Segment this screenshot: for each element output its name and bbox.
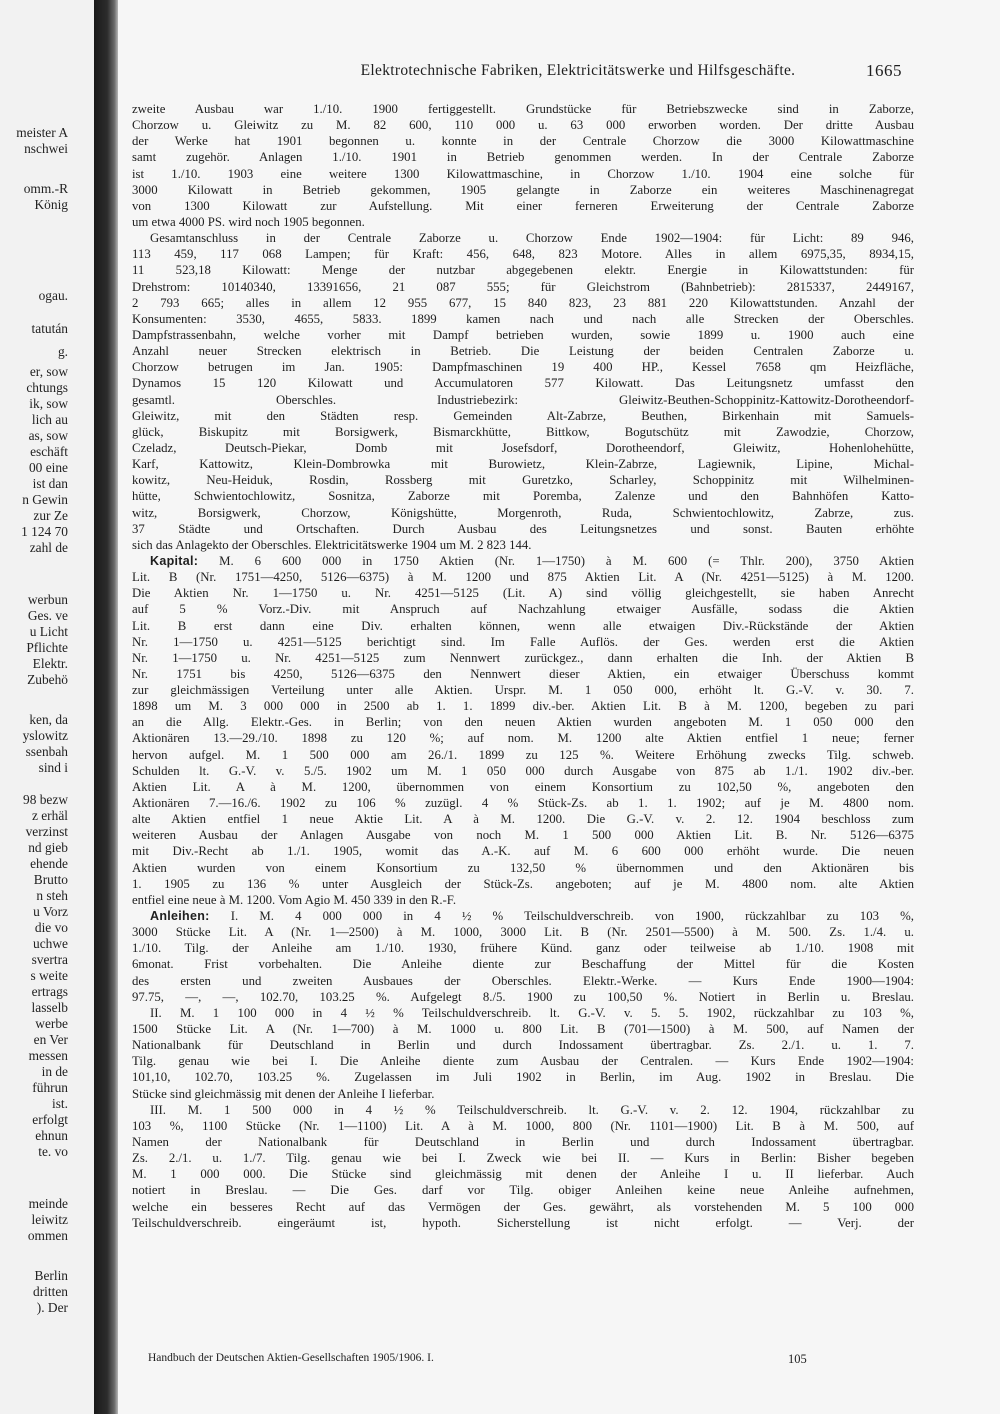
text-line	[132, 279, 914, 295]
previous-page-fragment: sind i	[38, 760, 68, 775]
previous-page-fragment: zahl de	[29, 540, 68, 555]
previous-page-fragment: te. vo	[38, 1144, 68, 1159]
text-line	[132, 601, 914, 617]
text-line	[132, 843, 914, 859]
text-line	[132, 262, 914, 278]
text-line	[132, 488, 914, 504]
running-title: Elektrotechnische Fabriken, Elektricitätswerke und Hilfsgeschäfte.	[360, 62, 796, 79]
text-line-content: Tilg. genau wie bei I. Die Anleihe diente zum Ausbau der Centralen. — Kurs Ende 1902—1904:	[132, 1054, 914, 1069]
text-line	[132, 1037, 914, 1053]
text-line-content: notiert in Breslau. — Die Ges. darf vor Tilg. obiger Anleihen keine neue Anleihe aufnehmen,	[132, 1183, 914, 1198]
previous-page-fragment: u Vorz	[33, 904, 68, 919]
previous-page-fragment: omm.-R	[23, 181, 68, 196]
text-line-content: zur gleichmässigen Verteilung unter alle Aktien. Urspr. M. 1 050 000, erhöht lt. G.-V. v. 30. 7.	[132, 683, 914, 698]
text-line	[132, 1053, 914, 1069]
previous-page-fragment: u Licht	[29, 624, 68, 639]
text-line-content: 1898 um M. 3 000 000 in 2500 ab 1. 1. 1899 div.-ber. Aktien Lit. B à M. 1200, begeben zu pari	[132, 699, 914, 714]
text-line	[132, 166, 914, 182]
text-line	[132, 940, 914, 956]
text-line	[132, 230, 914, 246]
text-line-content: 1500 Stücke Lit. A (Nr. 1—700) à M. 1000 u. 800 Lit. B (701—1500) à M. 500, auf Namen der	[132, 1022, 914, 1037]
previous-page-fragment: eschäft	[30, 444, 68, 459]
previous-page-fragment: meinde	[28, 1196, 68, 1211]
text-line	[132, 860, 914, 876]
body-text	[132, 101, 914, 1231]
text-line	[132, 537, 914, 553]
text-line	[132, 1166, 914, 1182]
previous-page-fragment: yslowitz	[22, 728, 68, 743]
previous-page-fragment: werbun	[27, 592, 68, 607]
text-line-content: Lit. B erst dann eine Div. erhalten können, wenn alle etwaigen Div.-Rückstände der Aktien	[132, 618, 914, 633]
text-line-content: 6monat. Frist vorbehalten. Die Anleihe diente zur Beschaffung der Mittel für die Kosten	[132, 957, 914, 972]
text-line-content: mit Div.-Recht ab 1./1. 1905, womit das A.-K. auf M. 6 600 000 erhöht wurde. Die neuen	[132, 844, 914, 859]
text-line	[132, 908, 914, 924]
text-line-content: 1. 1905 zu 136 % unter Ausgleich der Stück-Zs. angeboten; auf je M. 4800 nom. alte Aktien	[132, 876, 914, 891]
previous-page-fragment: 00 eine	[28, 460, 68, 475]
text-line-content: Chorzow betrugen im Jan. 1905: Dampfmaschinen 19 400 HP., Kessel 7658 qm Heizfläche,	[132, 360, 914, 375]
text-line-content: Karf, Kattowitz, Klein-Dombrowka mit Burowietz, Klein-Zabrze, Lagiewnik, Lipine, Michal-	[132, 457, 914, 472]
text-line	[132, 424, 914, 440]
text-line-content: Lit. B (Nr. 1751—4250, 5126—6375) à M. 1200 und 875 Aktien Lit. A (Nr. 4251—5125) à M. 1200.	[132, 570, 914, 585]
text-line-content: 37 Städte und Ortschaften. Durch Ausbau des Leitungsnetzes und sonst. Bauten erhöhte	[132, 521, 914, 536]
text-line	[132, 973, 914, 989]
text-line	[132, 1134, 914, 1150]
text-line	[132, 101, 914, 117]
book-gutter	[94, 0, 118, 1414]
text-line-content: 103 %, 1100 Stücke (Nr. 1—1100) Lit. A à M. 1000, 800 (Nr. 1101—1900) Lit. B à M. 500, auf	[132, 1118, 914, 1133]
previous-page-fragment: 1 124 70	[21, 524, 68, 539]
previous-page-fragment: ken, da	[29, 712, 68, 727]
text-line-content: Aktien wurden von einem Konsortium zu 132,50 % übernommen und den Aktionären bis	[132, 860, 914, 875]
previous-page-fragment: zur Ze	[33, 508, 68, 523]
text-line	[132, 811, 914, 827]
previous-page-fragment: ommen	[27, 1228, 68, 1243]
text-line-content: der Werke hat 1901 begonnen u. konnte in der Centrale Chorzow die 3000 Kilowattmaschine	[132, 134, 914, 149]
text-line-content: Stücke sind gleichmässig mit denen der Anleihe I lieferbar.	[132, 1086, 435, 1101]
text-line-content: 3000 Kilowatt in Betrieb gekommen, 1905 gelangte in Zaborze ein weiteres Maschinenagregat	[132, 182, 914, 197]
text-line	[132, 666, 914, 682]
text-line	[132, 392, 914, 408]
text-line	[132, 440, 914, 456]
text-line	[132, 1102, 914, 1118]
text-line-content: Nr. 1—1750 u. 4251—5125 berichtigt sind. Im Falle Auflös. der Ges. werden erst die Aktien	[132, 634, 914, 649]
text-line	[132, 149, 914, 165]
previous-page-fragment: ogau.	[38, 288, 68, 303]
previous-page-fragment: verzinst	[25, 824, 68, 839]
text-line	[132, 730, 914, 746]
text-line	[132, 505, 914, 521]
text-line-content: 11 523,18 Kilowatt: Menge der nutzbar abgegebenen elektr. Energie in Kilowattstunden: für	[132, 263, 914, 278]
text-line-content: 3000 Stücke Lit. A (Nr. 1—2500) à M. 1000, 3000 Lit. B (Nr. 2501—5500) à M. 500. Zs. 1./4. u.	[132, 925, 914, 940]
text-line-content: III. M. 1 500 000 in 4 ½ % Teilschuldverschreib. lt. G.-V. v. 2. 12. 1904, rückzahlbar zu	[150, 1102, 914, 1117]
text-line-content: Aktionären 13.—29./10. 1898 zu 120 %; auf nom. M. 1200 alte Aktien entfiel 1 neue; ferner	[132, 731, 914, 746]
text-line-content: 1./10. Tilg. der Anleihe am 1./10. 1930, frühere Künd. ganz oder teilweise ab 1./10. 1908 mit	[132, 941, 914, 956]
text-line	[132, 876, 914, 892]
previous-page-fragment: tatután	[31, 321, 68, 336]
text-line	[132, 117, 914, 133]
previous-page-fragment: Pflichte	[26, 640, 68, 655]
text-line-content: 113 459, 117 068 Lampen; für Kraft: 456, 648, 823 Motore. Alles in allem 6975,35, 8934,15,	[132, 247, 914, 262]
text-line-content: Konsumenten: 3530, 4655, 5833. 1899 kamen nach und nach alle Strecken der Oberschles.	[132, 311, 914, 326]
section-heading: Anleihen:	[150, 909, 210, 924]
previous-page-fragment: werbe	[35, 1016, 68, 1031]
previous-page-fragment: ik, sow	[29, 396, 68, 411]
text-line-content: Chorzow u. Gleiwitz zu M. 82 600, 110 000 u. 63 000 erworben worden. Der dritte Ausbau	[132, 118, 914, 133]
footer-sheet-number: 105	[788, 1352, 807, 1366]
previous-page-fragment: n steh	[36, 888, 68, 903]
text-line-content: Dynamos 15 120 Kilowatt und Accumulatoren 577 Kilowatt. Das Leitungsnetz umfasst den	[132, 376, 914, 391]
previous-page-fragment: svertra	[31, 952, 68, 967]
text-line-content: M. 6 600 000 in 1750 Aktien (Nr. 1—1750) à M. 600 (= Thlr. 200), 3750 Aktien	[198, 553, 914, 568]
text-line	[132, 1005, 914, 1021]
text-line-content: Anzahl neuer Strecken elektrisch in Betrieb. Die Leistung der beiden Centralen Zaborze u.	[132, 344, 914, 359]
text-line	[132, 827, 914, 843]
text-line-content: samt zugehör. Anlagen 1./10. 1901 in Betrieb genommen werden. In der Centrale Zaborze	[132, 150, 914, 165]
text-line	[132, 747, 914, 763]
text-line-content: alte Aktien entfiel 1 neue Aktie Lit. A à M. 1200. Die G.-V. v. 2. 12. 1904 beschloss zum	[132, 812, 914, 827]
text-line-content: zweite Ausbau war 1./10. 1900 fertiggestellt. Grundstücke für Betriebszwecke sind in Zaborze,	[132, 102, 914, 116]
text-line	[132, 1199, 914, 1215]
text-line	[132, 295, 914, 311]
text-line	[132, 698, 914, 714]
text-line	[132, 1118, 914, 1134]
previous-page-fragment: erfolgt	[32, 1112, 68, 1127]
previous-page-fragment: meister A	[16, 125, 68, 140]
previous-page-fragment: ertrags	[31, 984, 68, 999]
text-line	[132, 779, 914, 795]
text-line	[132, 924, 914, 940]
text-line	[132, 1182, 914, 1198]
text-line-content: auf 5 % Vorz.-Div. mit Anspruch auf Nachzahlung etwaiger Ausfälle, sodass die Aktien	[132, 602, 914, 617]
text-line	[132, 327, 914, 343]
text-line	[132, 650, 914, 666]
text-line-content: Nr. 1—1750 u. Nr. 4251—5125 zum Nennwert zurückgez., dann erhalten die Inh. der Aktien B	[132, 650, 914, 665]
text-line-content: Schulden lt. G.-V. v. 5./5. 1902 um M. 1 050 000 durch Ausgabe von 875 ab 1./1. 1902 div.-ber.	[132, 763, 914, 778]
text-line-content: um etwa 4000 PS. wird noch 1905 begonnen.	[132, 214, 365, 229]
text-line-content: Drehstrom: 10140340, 13391656, 21 087 555; für Gleichstrom (Bahnbetrieb): 2815337, 2449167,	[132, 279, 914, 294]
text-line-content: Namen der Nationalbank für Deutschland in Berlin und durch Indossament übertragbar.	[132, 1135, 914, 1149]
text-line-content: Zs. 2./1. u. 1./7. Tilg. genau wie bei I. Zweck wie bei II. — Kurs in Berlin: Bisher begeben	[132, 1151, 914, 1166]
text-line-content: 97.75, —, —, 102.70, 103.25 %. Aufgelegt 8./5. 1900 zu 100,50 %. Notiert in Berlin u. Breslau.	[132, 989, 914, 1004]
text-line	[132, 892, 914, 908]
text-line-content: witz, Borsigwerk, Chorzow, Königshütte, Morgenroth, Ruda, Schwientochlowitz, Zabrze, zus.	[132, 505, 914, 520]
previous-page-fragment: in de	[41, 1064, 68, 1079]
previous-page-fragment: n Gewin	[22, 492, 68, 507]
text-line-content: ist 1./10. 1903 eine weitere 1300 Kilowattmaschine, in Chorzow 1./10. 1904 eine solche für	[132, 166, 914, 181]
text-line-content: Teilschuldverschreib. eingeräumt ist, hypoth. Sicherstellung ist nicht erfolgt. — Verj. der	[132, 1215, 914, 1230]
text-line	[132, 408, 914, 424]
previous-page-fragment: messen	[28, 1048, 68, 1063]
page-number: 1665	[866, 61, 902, 80]
text-line	[132, 585, 914, 601]
text-line	[132, 133, 914, 149]
previous-page-fragment: dritten	[33, 1284, 68, 1299]
text-line	[132, 456, 914, 472]
text-line	[132, 343, 914, 359]
text-line-content: Gleiwitz, mit den Städten resp. Gemeinden Alt-Zabrze, Beuthen, Birkenhain mit Samuels-	[132, 408, 914, 423]
previous-page-fragment: uchwe	[33, 936, 68, 951]
previous-page-fragment: 98 bezw	[23, 792, 68, 807]
previous-page-fragment: nschwei	[24, 141, 68, 156]
text-line	[132, 569, 914, 585]
previous-page-fragment: en Ver	[33, 1032, 68, 1047]
previous-page-fragment: lich au	[31, 412, 68, 427]
text-line	[132, 1086, 914, 1102]
text-line-content: M. 1 000 000. Die Stücke sind gleichmässig mit denen der Anleihe I u. II lieferbar. Auch	[132, 1167, 914, 1182]
text-line-content: Gesamtanschluss in der Centrale Zaborze u. Chorzow Ende 1902—1904: für Licht: 89 946,	[150, 231, 914, 246]
previous-page-fragment: führun	[32, 1080, 68, 1095]
text-line-content: Dampfstrassenbahn, welche vorher mit Dampf betrieben wurden, sowie 1899 u. 1900 auch eine	[132, 327, 914, 342]
text-line-content: Aktien Lit. A à M. 1200, übernommen von einem Konsortium zu 102,50 %, angeboten den	[132, 779, 914, 794]
previous-page-fragment: lasselb	[31, 1000, 68, 1015]
text-line-content: II. M. 1 100 000 in 4 ½ % Teilschuldverschreib. lt. G.-V. v. 5. 5. 1902, rückzahlbar zu 103 %,	[150, 1005, 914, 1020]
text-line-content: Nationalbank für Deutschland in Berlin und durch Indossament übertragbar. Zs. 2./1. u. 1. 7.	[132, 1038, 914, 1053]
previous-page-fragment: Zubehö	[27, 672, 68, 687]
text-line	[132, 1150, 914, 1166]
text-line-content: hütte, Schwientochlowitz, Sosnitza, Zaborze mit Poremba, Zalenze und den Bahnhöfen Katto-	[132, 489, 914, 504]
text-line	[132, 521, 914, 537]
previous-page-fragment: ). Der	[36, 1300, 68, 1315]
previous-page-fragment: Berlin	[34, 1268, 68, 1283]
text-line	[132, 311, 914, 327]
text-line	[132, 714, 914, 730]
text-line	[132, 682, 914, 698]
page-footer	[148, 1352, 908, 1368]
text-line-content: I. M. 4 000 000 in 4 ½ % Teilschuldverschreib. von 1900, rückzahlbar zu 103 %,	[209, 909, 914, 924]
text-line	[132, 246, 914, 262]
previous-page-fragment: ssenbah	[25, 744, 68, 759]
previous-page-fragment: leiwitz	[31, 1212, 68, 1227]
text-line	[132, 182, 914, 198]
previous-page-margin	[0, 0, 94, 1414]
text-line-content: von 1300 Kilowatt zur Aufstellung. Mit einer ferneren Erweiterung der Centrale Zaborze	[132, 198, 914, 213]
text-line	[132, 763, 914, 779]
previous-page-fragment: ehnun	[35, 1128, 68, 1143]
section-heading: Kapital:	[150, 553, 199, 568]
text-line	[132, 198, 914, 214]
previous-page-fragment: ist.	[52, 1096, 68, 1111]
footer-source: Handbuch der Deutschen Aktien-Gesellschaften 1905/1906. I.	[148, 1352, 434, 1364]
text-line-content: glück, Biskupitz mit Borsigwerk, Bismarckhütte, Bittkow, Bogutschütz mit Zawodzie, Chorzow,	[132, 424, 914, 439]
text-line-content: 101,10, 102.70, 103.25 %. Zugelassen im Juli 1902 in Berlin, im Aug. 1902 in Breslau. Die	[132, 1070, 914, 1085]
text-line-content: 2 793 665; alles in allem 12 955 677, 15 840 823, 23 881 220 Kilowattstunden. Anzahl der	[132, 295, 914, 310]
text-line	[132, 1069, 914, 1085]
text-line-content: Nr. 1751 bis 4250, 5126—6375 den Nennwert dieser Aktien, ein etwaiger Überschuss kommt	[132, 666, 914, 681]
text-line	[132, 553, 914, 569]
text-line-content: an die Allg. Elektr.-Ges. in Berlin; von den neuen Aktien wurden angeboten M. 1 050 000 den	[132, 715, 914, 730]
text-line	[132, 989, 914, 1005]
previous-page-fragment: nd gieb	[28, 840, 68, 855]
previous-page-fragment: König	[34, 197, 68, 212]
text-line	[132, 472, 914, 488]
previous-page-fragment: Ges. ve	[27, 608, 68, 623]
previous-page-fragment: Elektr.	[32, 656, 68, 671]
text-line-content: Czeladz, Deutsch-Piekar, Domb mit Josefsdorf, Dorotheendorf, Gleiwitz, Hohenlohehütte,	[132, 440, 914, 455]
previous-page-fragment: chtungs	[26, 380, 68, 395]
text-line-content: kowitz, Neu-Heiduk, Rosdin, Rossberg mit Guretzko, Scharley, Schoppinitz mit Wilhelminen-	[132, 473, 914, 488]
text-line	[132, 375, 914, 391]
text-line	[132, 618, 914, 634]
previous-page-fragment: ehende	[30, 856, 68, 871]
text-line-content: Die Aktien Nr. 1—1750 u. Nr. 4251—5125 (Lit. A) sind völlig gleichgestellt, sie haben Anrecht	[132, 586, 914, 601]
text-line-content: sich das Anlagekto der Oberschles. Elektricitätswerke 1904 um M. 2 823 144.	[132, 537, 532, 552]
previous-page-fragment: g.	[57, 344, 68, 359]
text-line	[132, 634, 914, 650]
previous-page-fragment: ist dan	[32, 476, 68, 491]
text-line-content: des ersten und zweiten Ausbaues der Oberschles. Elektr.-Werke. — Kurs Ende 1900—1904:	[132, 973, 914, 988]
text-line-content: hervon aufgel. M. 1 500 000 am 26./1. 1899 zu 125 %. Weitere Erhöhung zwecks Tilg. schweb.	[132, 747, 914, 762]
text-line-content: gesamtl. Oberschles. Industriebezirk: Gleiwitz-Beuthen-Schoppinitz-Kattowitz-Dorotheendorf-	[132, 392, 914, 407]
text-line	[132, 795, 914, 811]
text-line	[132, 359, 914, 375]
previous-page-fragment: z erhäl	[31, 808, 68, 823]
text-line-content: Aktionären 7.—16./6. 1902 zu 106 % zuzügl. 4 % Stück-Zs. ab 1. 1. 1902; auf je M. 4800 nom.	[132, 796, 914, 811]
text-line-content: welche ein besseres Recht auf das Vermögen der Ges. gewährt, als vorstehenden M. 5 100 000	[132, 1199, 914, 1214]
page	[118, 0, 1000, 1414]
text-line	[132, 1215, 914, 1231]
text-line-content: entfiel eine neue à M. 1200. Vom Agio M. 450 339 in den R.-F.	[132, 892, 457, 907]
previous-page-fragment: s weite	[30, 968, 68, 983]
text-line-content: weiteren Ausbau der Anlagen Ausgabe von noch M. 1 500 000 Aktien Lit. B. Nr. 5126—6375	[132, 828, 914, 843]
previous-page-fragment: die vo	[34, 920, 68, 935]
text-line	[132, 956, 914, 972]
previous-page-fragment: as, sow	[28, 428, 68, 443]
text-line	[132, 1021, 914, 1037]
previous-page-fragment: er, sow	[29, 364, 68, 379]
text-line	[132, 214, 914, 230]
previous-page-fragment: Brutto	[33, 872, 68, 887]
